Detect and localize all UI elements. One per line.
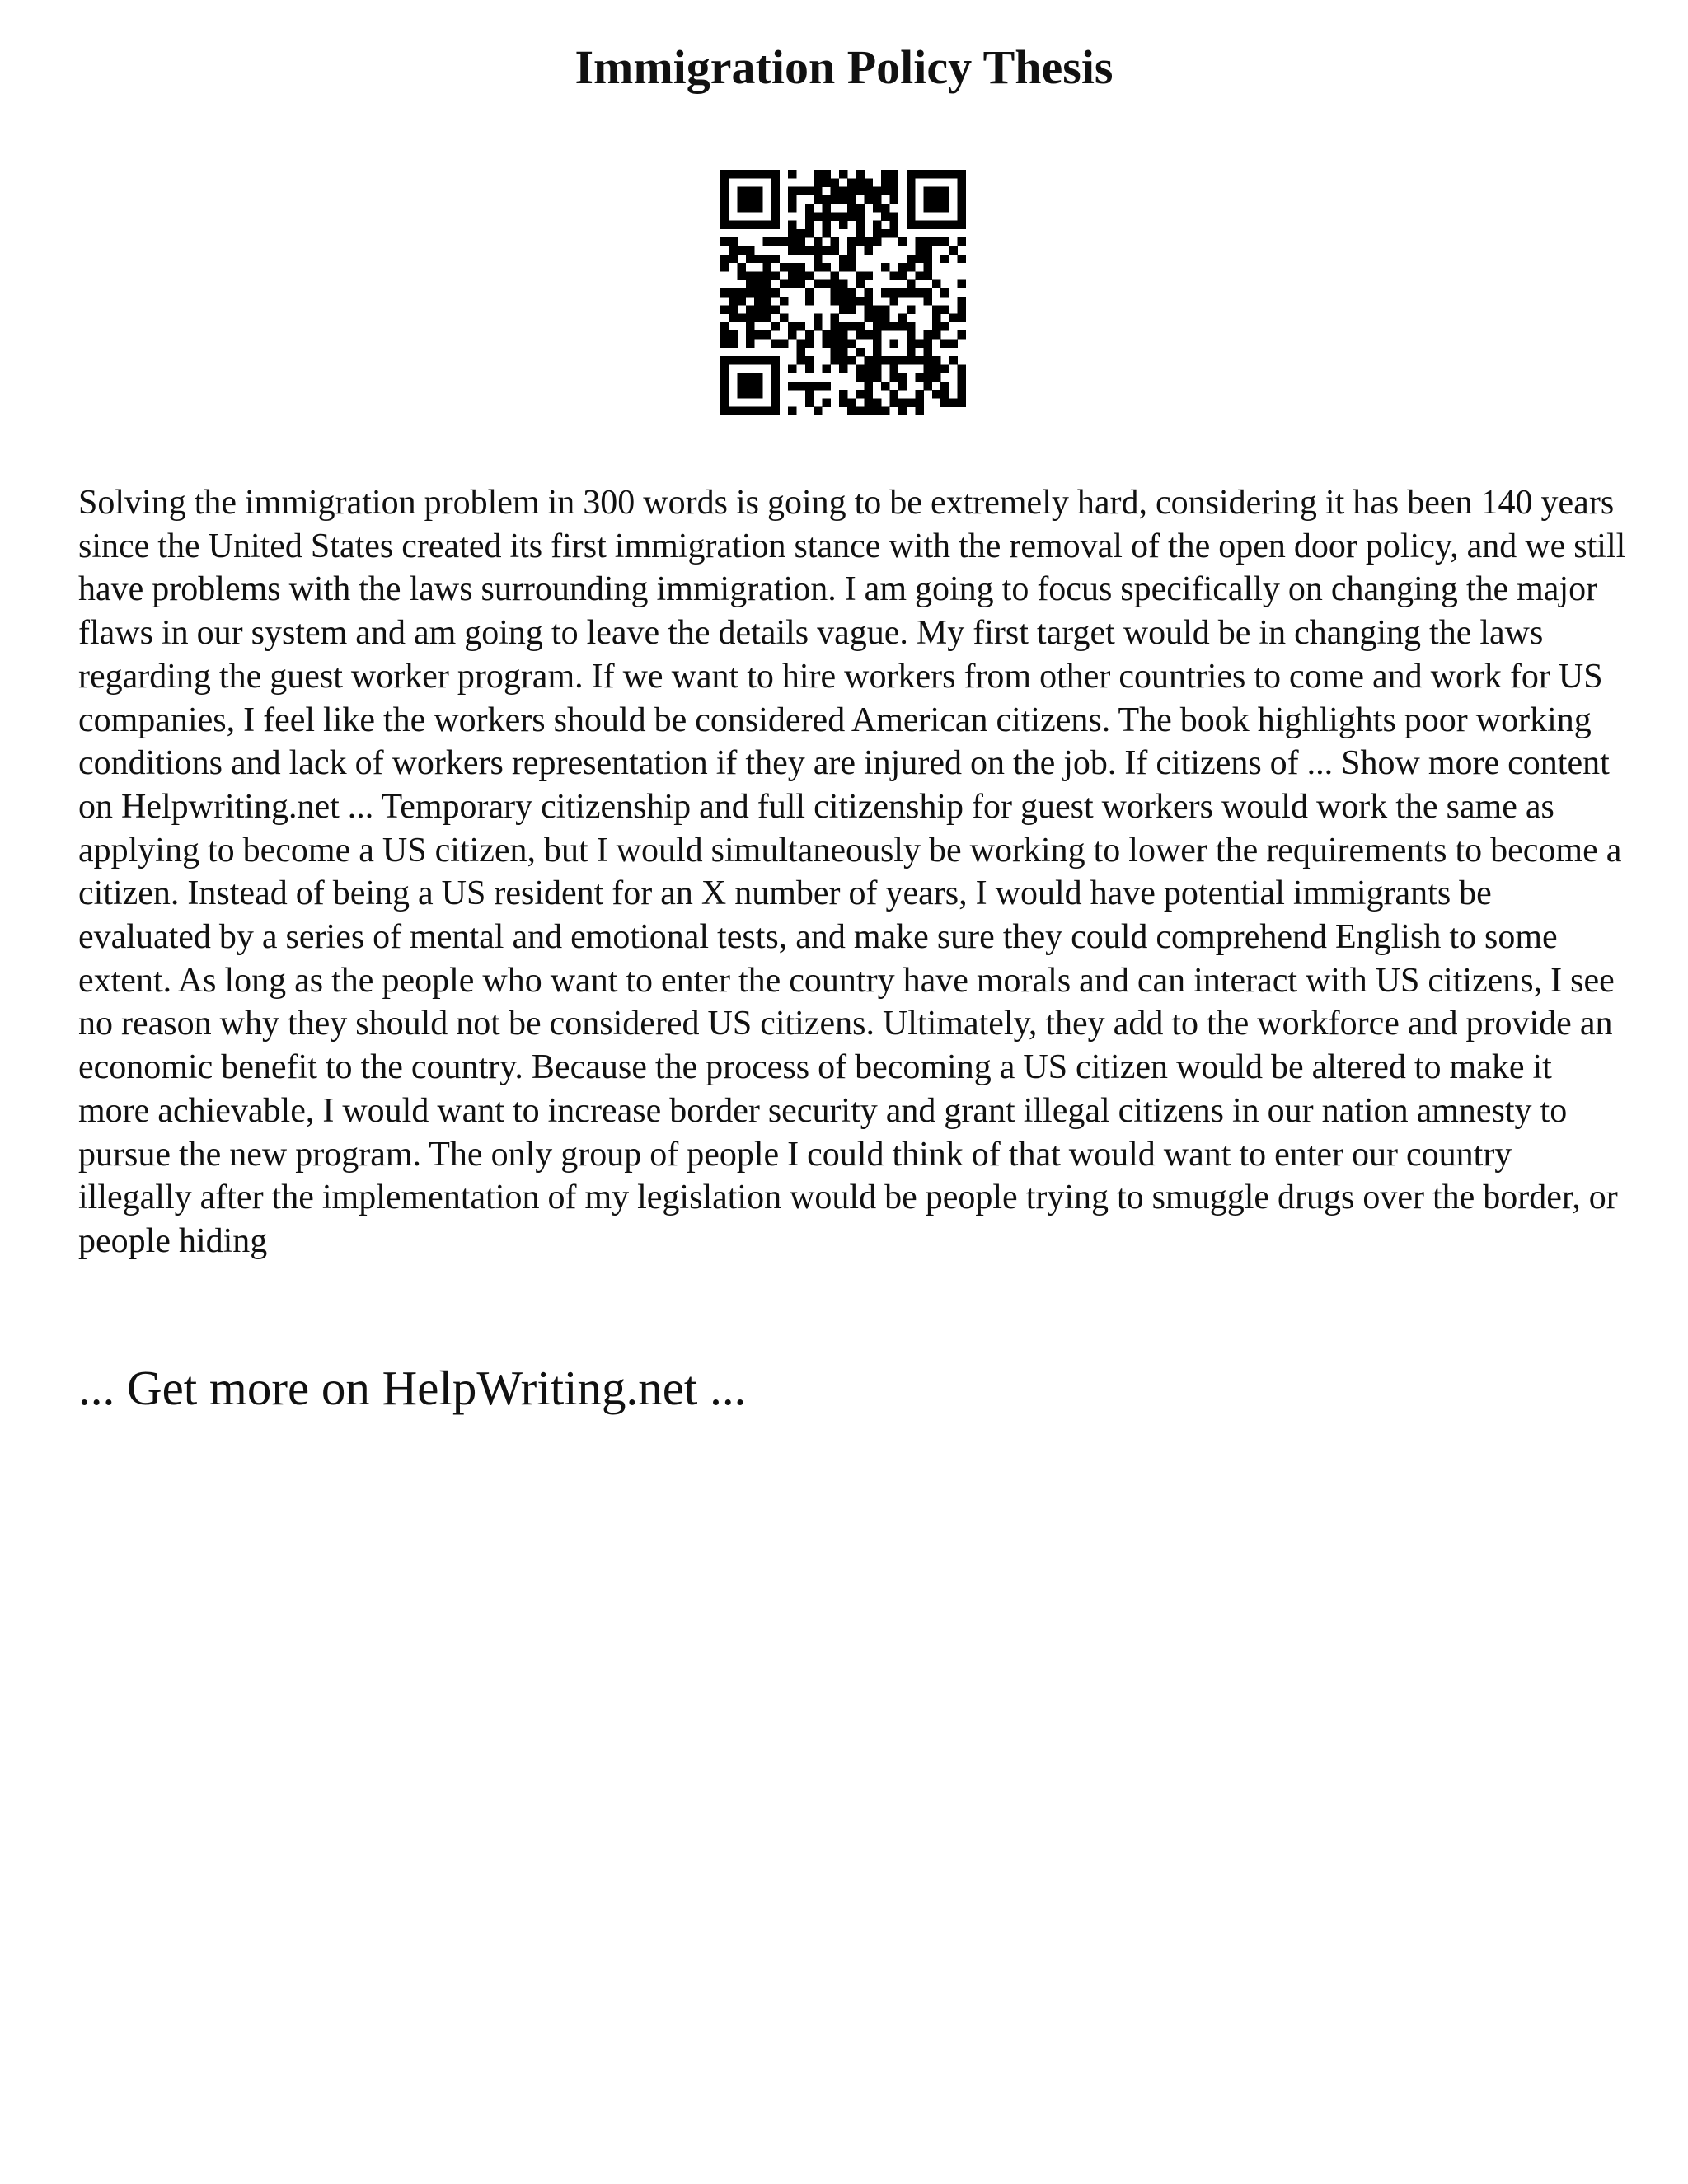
get-more-link[interactable]: ... Get more on HelpWriting.net ... [78, 1361, 747, 1415]
body-paragraph: Solving the immigration problem in 300 words is going to be extremely hard, considering it has been 140 years since the United States created its first immigration stance with the removal of the open door policy, and we still have problems with the laws surrounding immigration. I am going to focus specifically on changing the major flaws in our system and am going to leave the details vague. My first target would be in changing the laws regarding the guest worker program. If we want to hire workers from other countries to come and work for US companies, I feel like the workers should be considered American citizens. The book highlights poor working conditions and lack of workers representation if they are injured on the job. If citizens of ... Show more content on Helpwriting.net ... Temporary citizenship and full citizenship for guest workers would work the same as applying to become a US citizen, but I would simultaneously be working to lower the requirements to become a citizen. Instead of being a US resident for an X number of years, I would have potential immigrants be evaluated by a series of mental and emotional tests, and make sure they could comprehend English to some extent. As long as the people who want to enter the country have morals and can interact with US citizens, I see no reason why they should not be considered US citizens. Ultimately, they add to the workforce and provide an economic benefit to the country. Because the process of becoming a US citizen would be altered to make it more achievable, I would want to increase border security and grant illegal citizens in our nation amnesty to pursue the new program. The only group of people I could think of that would want to enter our country illegally after the implementation of my legislation would be people trying to smuggle drugs over the border, or people hiding [78, 484, 1626, 1260]
page-title: Immigration Policy Thesis [574, 40, 1114, 94]
qr-code-icon[interactable] [720, 170, 966, 415]
